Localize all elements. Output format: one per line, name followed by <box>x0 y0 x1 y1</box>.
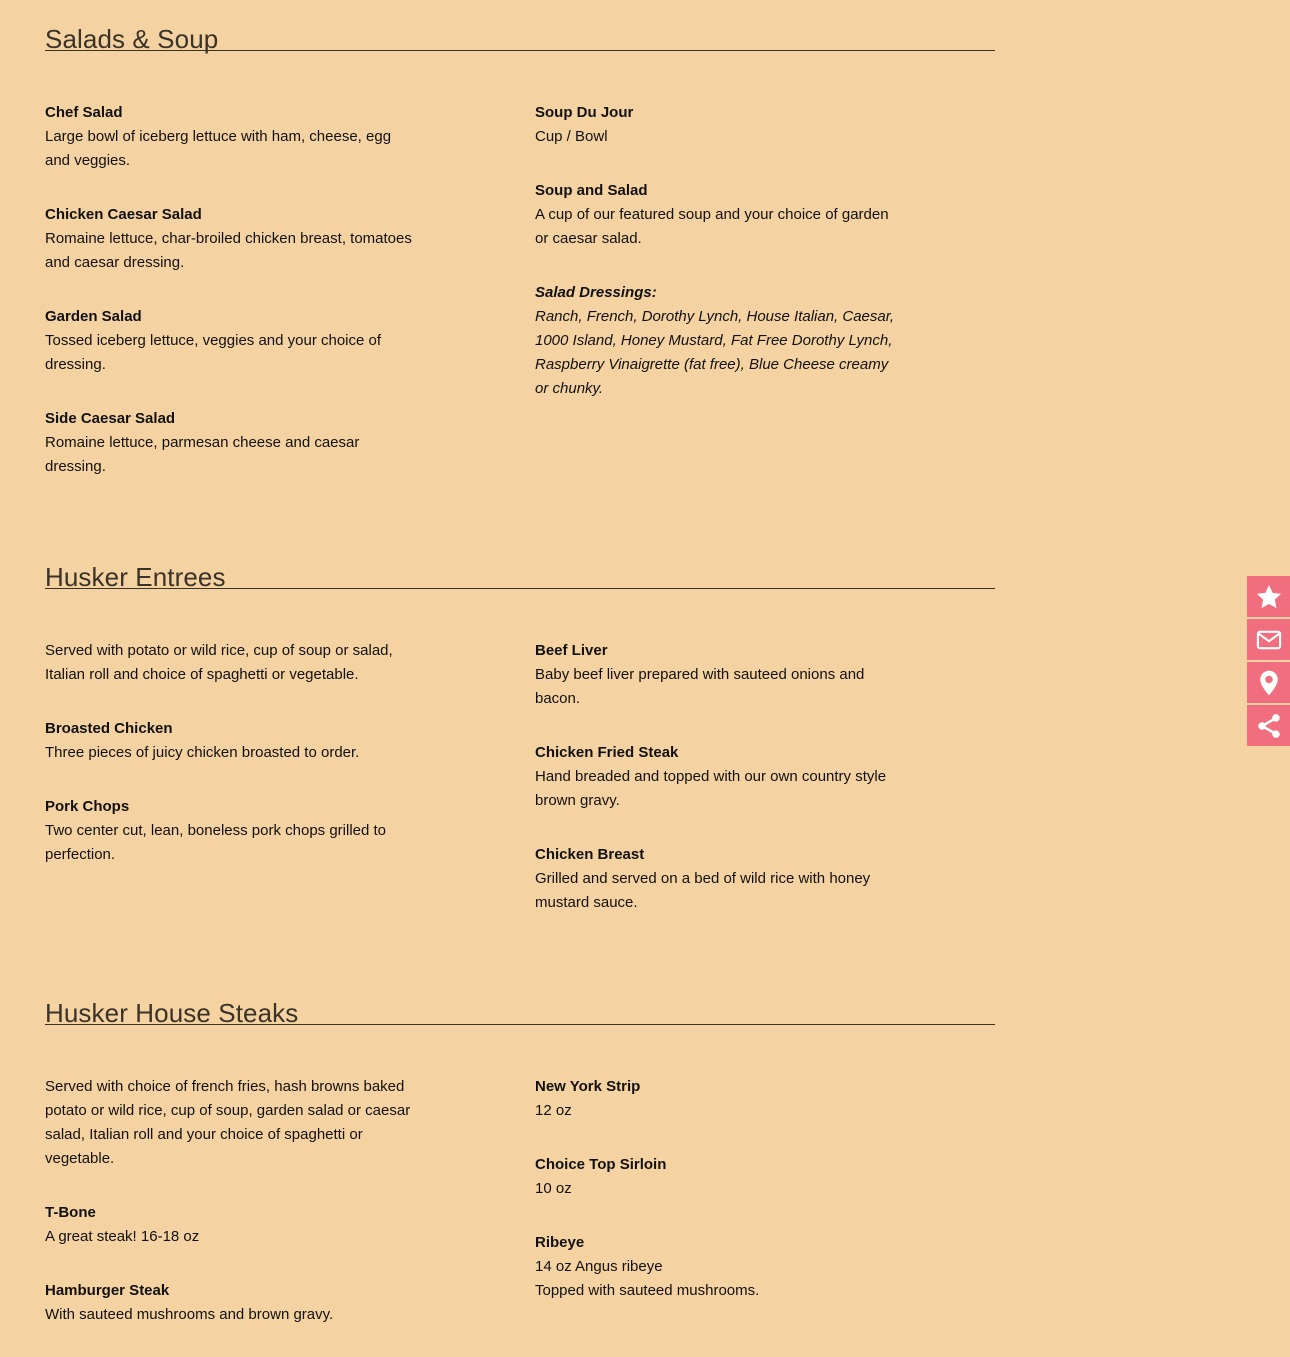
menu-item <box>45 407 415 479</box>
menu-item <box>535 639 905 711</box>
menu-item <box>45 1201 415 1249</box>
section-title: Husker House Steaks <box>45 998 299 1028</box>
star-icon <box>1255 583 1283 611</box>
section-husker-house-steaks <box>45 984 995 1323</box>
menu-item-name: Garden Salad <box>45 308 142 325</box>
menu-item-description: Served with potato or wild rice, cup of soup or salad, Italian roll and choice of spaghetti or vegetable. <box>45 642 393 683</box>
menu-column-right <box>535 1075 905 1333</box>
menu-item-description: Large bowl of iceberg lettuce with ham, cheese, egg and veggies. <box>45 128 392 169</box>
menu-item-description: Romaine lettuce, parmesan cheese and caesar dressing. <box>45 434 360 475</box>
envelope-icon <box>1255 626 1283 654</box>
menu-item-description: A cup of our featured soup and your choice of garden or caesar salad. <box>535 206 889 247</box>
menu-item-description: Grilled and served on a bed of wild rice with honey mustard sauce. <box>535 870 871 911</box>
section-title: Salads & Soup <box>45 24 219 54</box>
menu-item-description: Cup / Bowl <box>535 128 608 145</box>
menu-column-left <box>45 639 415 897</box>
menu-item-name: Chef Salad <box>45 104 123 121</box>
section-header <box>45 984 995 1028</box>
share-button[interactable] <box>1247 705 1290 746</box>
section-title: Husker Entrees <box>45 562 226 592</box>
menu-item-description: Baby beef liver prepared with sauteed onions and bacon. <box>535 666 865 707</box>
section-header <box>45 548 995 592</box>
share-icon <box>1255 712 1283 740</box>
menu-item-description: Romaine lettuce, char-broiled chicken breast, tomatoes and caesar dressing. <box>45 230 412 271</box>
menu-item-name: Side Caesar Salad <box>45 410 176 427</box>
menu-item <box>535 101 905 149</box>
menu-item <box>45 717 415 765</box>
menu-item-name: T-Bone <box>45 1204 96 1221</box>
menu-intro <box>45 1075 415 1171</box>
menu-item-name: Soup Du Jour <box>535 104 634 121</box>
map-pin-icon <box>1255 669 1283 697</box>
menu-column-right <box>535 639 905 945</box>
menu-item-name: Salad Dressings: <box>535 284 657 301</box>
section-header <box>45 10 995 54</box>
menu-item <box>45 305 415 377</box>
menu-item-description: 14 oz Angus ribeye <box>535 1258 663 1275</box>
menu-item <box>45 795 415 867</box>
menu-item-description: Hand breaded and topped with our own country style brown gravy. <box>535 768 887 809</box>
menu-column-left <box>45 1075 415 1357</box>
menu-item <box>535 741 905 813</box>
menu-column-right <box>535 101 905 431</box>
side-action-bar <box>1247 576 1290 748</box>
menu-item-name: Soup and Salad <box>535 182 648 199</box>
location-button[interactable] <box>1247 662 1290 703</box>
menu-item-description: 12 oz <box>535 1102 572 1119</box>
salad-dressings-note <box>535 281 905 401</box>
reviews-button[interactable] <box>1247 576 1290 617</box>
menu-item-name: Beef Liver <box>535 642 608 659</box>
menu-item-name: Chicken Caesar Salad <box>45 206 202 223</box>
menu-item <box>45 1279 415 1327</box>
menu-item <box>535 1231 905 1303</box>
menu-intro <box>45 639 415 687</box>
menu-item <box>535 843 905 915</box>
menu-item-name: Ribeye <box>535 1234 585 1251</box>
menu-item <box>535 1075 905 1123</box>
menu-item-name: Broasted Chicken <box>45 720 173 737</box>
menu-item-name: New York Strip <box>535 1078 641 1095</box>
menu-item-description: Topped with sauteed mushrooms. <box>535 1282 760 1299</box>
menu-item-description: Served with choice of french fries, hash browns baked potato or wild rice, cup of soup, garden salad or caesar salad, Italian roll and your choice of spaghetti or vegetable. <box>45 1078 411 1167</box>
menu-item-name: Chicken Breast <box>535 846 645 863</box>
menu-item <box>45 101 415 173</box>
email-button[interactable] <box>1247 619 1290 660</box>
menu-item <box>535 179 905 251</box>
menu-item-name: Pork Chops <box>45 798 130 815</box>
menu-item-name: Hamburger Steak <box>45 1282 170 1299</box>
section-salads-soup <box>45 10 995 475</box>
menu-item <box>45 203 415 275</box>
menu-column-left <box>45 101 415 509</box>
menu-item-description: 10 oz <box>535 1180 572 1197</box>
menu-item-name: Choice Top Sirloin <box>535 1156 667 1173</box>
menu-item <box>535 1153 905 1201</box>
menu-item-description: With sauteed mushrooms and brown gravy. <box>45 1306 334 1323</box>
menu-item-description: Ranch, French, Dorothy Lynch, House Italian, Caesar, 1000 Island, Honey Mustard, Fat Free Dorothy Lynch, Raspberry Vinaigrette (fat free), Blue Cheese creamy or chunky. <box>535 308 895 397</box>
menu-item-name: Chicken Fried Steak <box>535 744 679 761</box>
menu-item-description: Two center cut, lean, boneless pork chops grilled to perfection. <box>45 822 387 863</box>
menu-item-description: Three pieces of juicy chicken broasted to order. <box>45 744 360 761</box>
section-husker-entrees <box>45 548 995 911</box>
menu-item-description: A great steak! 16-18 oz <box>45 1228 200 1245</box>
menu-item-description: Tossed iceberg lettuce, veggies and your choice of dressing. <box>45 332 382 373</box>
